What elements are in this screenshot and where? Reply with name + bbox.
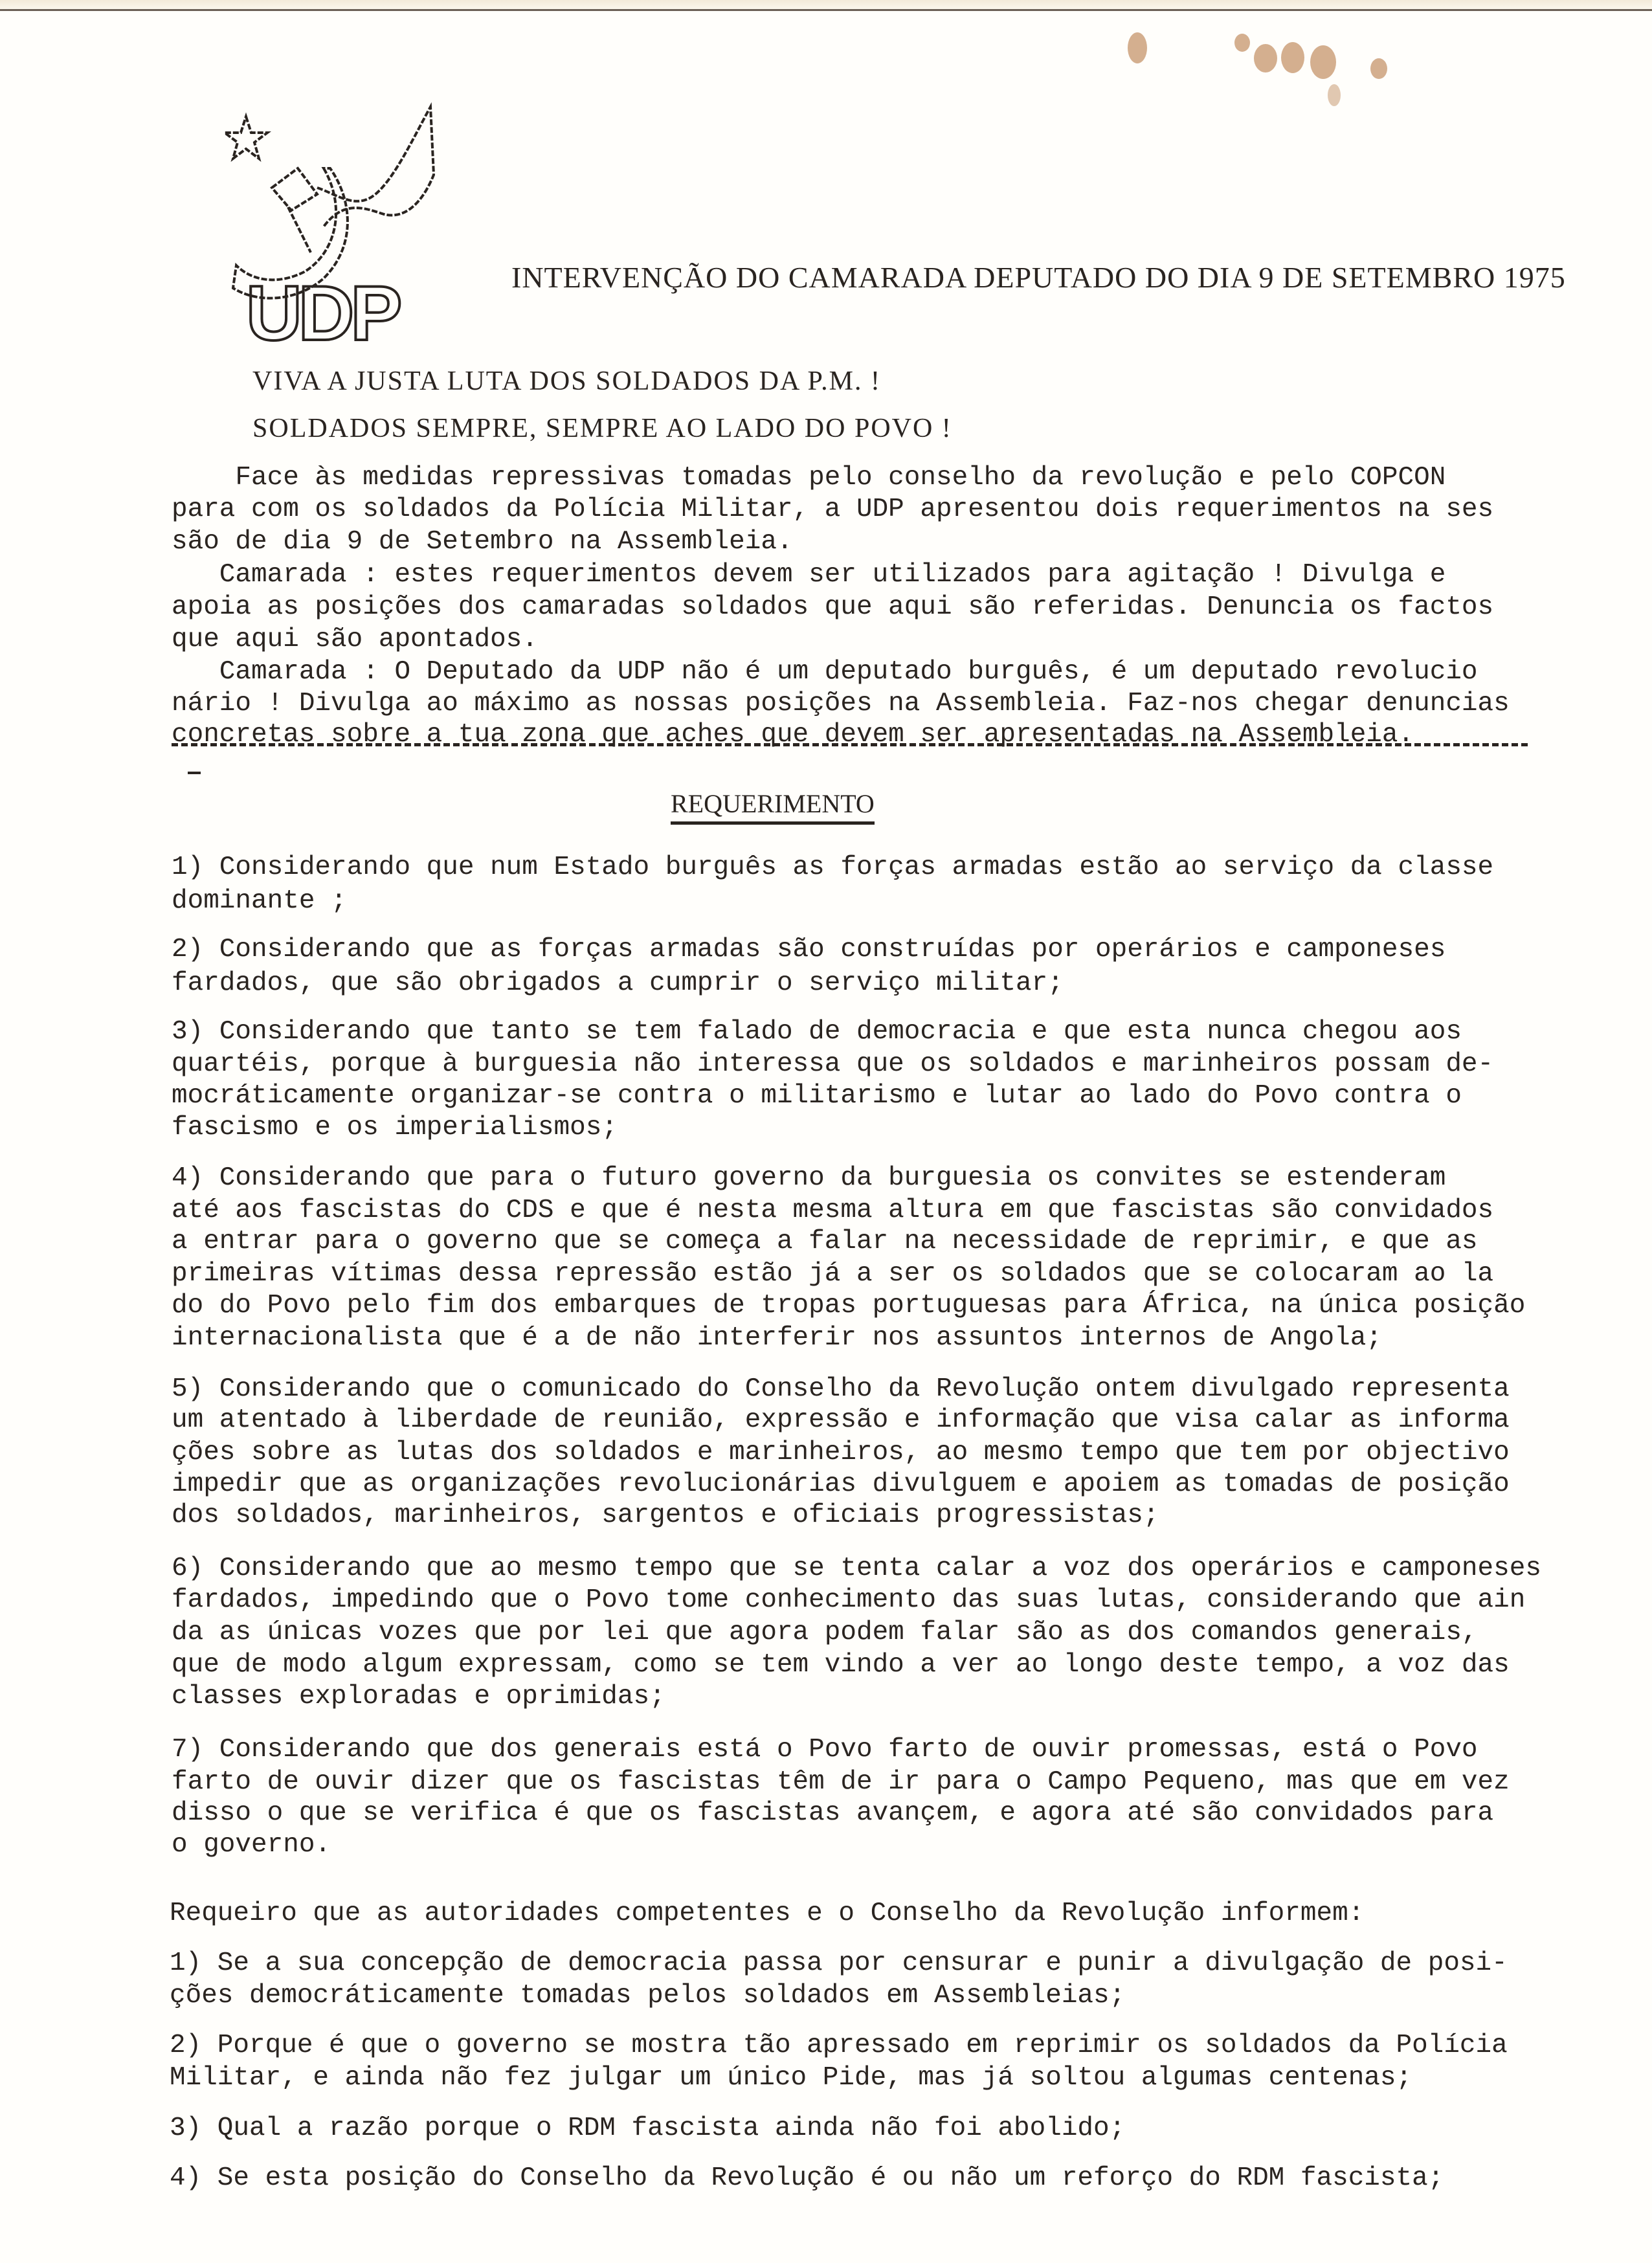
stain: [1281, 42, 1304, 73]
intro-line: Face às medidas repressivas tomadas pelo conselho da revolução e pelo COPCON: [172, 463, 1446, 493]
udp-logo: [207, 97, 544, 356]
considerando-line: o governo.: [172, 1830, 331, 1860]
request-line: Militar, e ainda não fez julgar um único Pide, mas já soltou algumas centenas;: [170, 2063, 1412, 2093]
considerando-line: farto de ouvir dizer que os fascistas têm de ir para o Campo Pequeno, mas que em vez: [172, 1767, 1510, 1797]
intro-line: são de dia 9 de Setembro na Assembleia.: [172, 527, 793, 557]
section-title: REQUERIMENTO: [671, 788, 875, 825]
considerando-line: 7) Considerando que dos generais está o Povo farto de ouvir promessas, está o Povo: [172, 1735, 1478, 1765]
slogan: VIVA A JUSTA LUTA DOS SOLDADOS DA P.M. !: [252, 366, 882, 396]
request-line: 2) Porque é que o governo se mostra tão apressado em reprimir os soldados da Polícia: [170, 2031, 1508, 2060]
dashed-divider: [172, 743, 1528, 746]
considerando-line: mocráticamente organizar-se contra o militarismo e lutar ao lado do Povo contra o: [172, 1081, 1462, 1111]
intro-line: concretas sobre a tua zona que aches que devem ser apresentadas na Assembleia.: [172, 720, 1414, 750]
request-line: 4) Se esta posição do Conselho da Revolução é ou não um reforço do RDM fascista;: [170, 2163, 1444, 2193]
request-line: 3) Qual a razão porque o RDM fascista ainda não foi abolido;: [170, 2113, 1126, 2143]
intro-line: que aqui são apontados.: [172, 625, 538, 654]
considerando-line: um atentado à liberdade de reunião, expressão e informação que visa calar as informa: [172, 1405, 1510, 1435]
request-line: 1) Se a sua concepção de democracia passa por censurar e punir a divulgação de posi-: [170, 1948, 1508, 1978]
request-intro: Requeiro que as autoridades competentes e o Conselho da Revolução informem:: [170, 1899, 1365, 1928]
considerando-line: classes exploradas e oprimidas;: [172, 1682, 665, 1711]
stain: [1370, 58, 1387, 79]
considerando-line: 6) Considerando que ao mesmo tempo que se tenta calar a voz dos operários e camponeses: [172, 1554, 1541, 1583]
considerando-line: fardados, impedindo que o Povo tome conhecimento das suas lutas, considerando que ain: [172, 1585, 1526, 1615]
considerando-line: 1) Considerando que num Estado burguês as forças armadas estão ao serviço da classe: [172, 853, 1494, 882]
considerando-line: 4) Considerando que para o futuro governo da burguesia os convites se estenderam: [172, 1163, 1446, 1193]
intro-line: apoia as posições dos camaradas soldados que aqui são referidas. Denuncia os factos: [172, 592, 1494, 622]
star-icon: [225, 117, 267, 159]
stain: [1234, 34, 1250, 52]
considerando-line: primeiras vítimas dessa repressão estão já a ser os soldados que se colocaram ao la: [172, 1259, 1494, 1289]
considerando-line: disso o que se verifica é que os fascistas avançem, e agora até são convidados para: [172, 1798, 1494, 1828]
intro-line: nário ! Divulga ao máximo as nossas posições na Assembleia. Faz-nos chegar denuncias: [172, 689, 1510, 719]
stain: [1128, 32, 1147, 63]
considerando-line: a entrar para o governo que se começa a falar na necessidade de reprimir, e que as: [172, 1227, 1478, 1256]
considerando-line: impedir que as organizações revolucionárias divulguem e apoiem as tomadas de posição: [172, 1469, 1510, 1499]
considerando-line: ções sobre as lutas dos soldados e marinheiros, ao mesmo tempo que tem por objectivo: [172, 1438, 1510, 1467]
document-headline: INTERVENÇÃO DO CAMARADA DEPUTADO DO DIA 9 DE SETEMBRO 1975: [511, 261, 1566, 294]
considerando-line: 2) Considerando que as forças armadas são construídas por operários e camponeses: [172, 935, 1446, 964]
intro-line: para com os soldados da Polícia Militar, a UDP apresentou dois requerimentos na ses: [172, 495, 1494, 524]
considerando-line: do do Povo pelo fim dos embarques de tropas portuguesas para África, na única posição: [172, 1291, 1526, 1321]
considerando-line: que de modo algum expressam, como se tem vindo a ver ao longo deste tempo, a voz das: [172, 1650, 1510, 1680]
considerando-line: fardados, que são obrigados a cumprir o serviço militar;: [172, 968, 1064, 998]
considerando-line: quartéis, porque à burguesia não interessa que os soldados e marinheiros possam de-: [172, 1049, 1494, 1079]
considerando-line: 5) Considerando que o comunicado do Conselho da Revolução ontem divulgado representa: [172, 1374, 1510, 1404]
torn-top-edge: [0, 0, 1652, 11]
stain: [1310, 45, 1336, 79]
stain: [1328, 84, 1341, 106]
considerando-line: fascismo e os imperialismos;: [172, 1113, 618, 1143]
intro-line: Camarada : estes requerimentos devem ser utilizados para agitação ! Divulga e: [172, 560, 1446, 590]
stain: [1254, 44, 1277, 72]
considerando-line: até aos fascistas do CDS e que é nesta mesma altura em que fascistas são convidados: [172, 1196, 1494, 1225]
considerando-line: da as únicas vozes que por lei que agora podem falar são as dos comandos generais,: [172, 1618, 1478, 1647]
considerando-line: 3) Considerando que tanto se tem falado de democracia e que esta nunca chegou aos: [172, 1017, 1462, 1047]
dash-mark: [188, 772, 201, 774]
considerando-line: dos soldados, marinheiros, sargentos e oficiais progressistas;: [172, 1500, 1159, 1530]
intro-line: Camarada : O Deputado da UDP não é um deputado burguês, é um deputado revolucio: [172, 657, 1478, 687]
considerando-line: dominante ;: [172, 886, 347, 916]
slogan: SOLDADOS SEMPRE, SEMPRE AO LADO DO POVO !: [252, 414, 952, 443]
logo-text: UDP: [246, 270, 399, 356]
request-line: ções democráticamente tomadas pelos soldados em Assembleias;: [170, 1981, 1126, 2011]
considerando-line: internacionalista que é a de não interferir nos assuntos internos de Angola;: [172, 1323, 1382, 1353]
hammer-icon: [272, 168, 317, 252]
